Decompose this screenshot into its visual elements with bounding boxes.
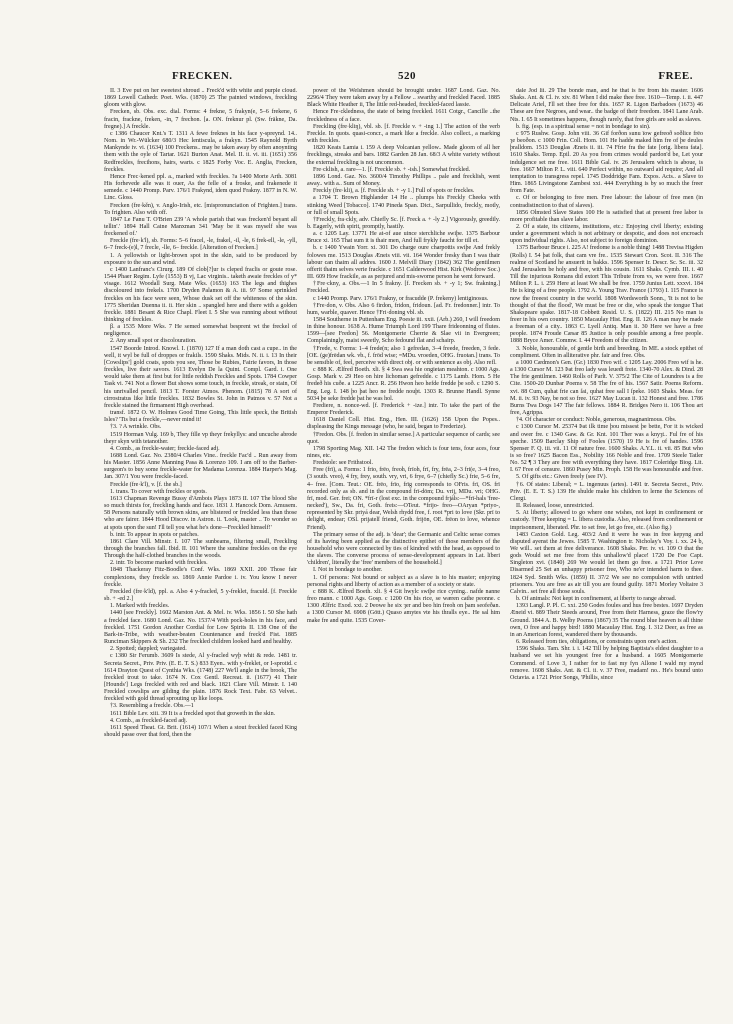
entry-paragraph: Freckle (fre·k'l), sb. Forms: 5–6 fracel, -le, frakel, -il, -le, 6 frek-ell, -le, -yll, 6–7 freck-(e)l, 7 frecle, -lle, 6– freckle. [Alteration of Frecken.] [104, 238, 297, 252]
entry-paragraph: II. Released, loose, unrestricted. [516, 503, 594, 510]
entry-paragraph: 1613 Chapman Revenge Bussy d'Ambois Plays 1873 II. 107 The blood She so much thirsts for, freckling hands and face. 1831 J. Hancock Dom. Amusem. 58 Persons naturally with brown skins, are blistered or freckled less than those who are fairer. 1844 Hood Discov. in Astron. ii. 'Look, master .. To wonder so at spots upon the sun! I'll tell you what he's done—Freckled himself!' [104, 495, 297, 531]
entry-paragraph: 1618 Daniel Coll. Hist. Eng., Hen. III. (1626) 158 Upon the Popes.. displeasing the Kings message (who, he said, began to Frederize). [307, 417, 500, 431]
entry-paragraph: c 975 Rushw. Gosp. John viii. 36 Gif forðon sunu ïow gefreoð soðlice frēo ȝe beoðon. c 1000 Frin. Coll. Hom. 101 He hadde maked him fre of þe deules þralldom. 1513 Douglas Æneis ii. iii. 74 Ffrie fra the fate [orig. libera fata]. 1610 Shaks. Temp. Epil. 20 As you from crimes would pardon'd be, Let your indulgence set me free. 1611 Bible Gal. iv. 26 Jerusalem which is aboue, is free. 1667 Milton P. L. viii. 640 Perfect within, no outward aid require; And all temptation to transgress repel. 1745 Doddridge Fam. Expos. Acts.. a Slave to Him. 1865 Livingstone Zambesi xxi. 444 Everything is by so much the freer from Fate. [510, 130, 703, 195]
entry-paragraph: 4. Comb., as freckled-faced adj. [110, 717, 188, 724]
entry-paragraph: 1848 Thackeray Fitz-Boodle's Conf. Wks. 1869 XXII. 200 Those fair complexions, they freckle so. 1869 Annie Pardoe i. iv. You know I never freckle. [104, 567, 297, 588]
entry-paragraph: 2. Spotted; dappled; variegated. [110, 646, 187, 653]
entry-paragraph: †Frede, v. Forms: 1–4 frede(n; also 1 gefredan, 3–4 freede, freeden, 3 fede. [OE. (ge)frēdan wk. vb., f. frōd wise; =MDu. vroeden, OHG. fruotan.] trans. To be sensible of, feel, perceive with direct obj. or with sentence as obj. Also refl. [307, 345, 500, 366]
entry-paragraph: 5. At liberty; allowed to go where one wishes, not kept in confinement or custody. †Free keeping = L. libera custodia. Also, released from confinement or imprisonment, liberated. Phr. to set free, let go free, etc. (Also fig.) [510, 510, 703, 531]
entry-paragraph: 1798 Sporting Mag. XII. 142 The fredon which is four tens, four aces, four nines, etc. [307, 445, 500, 459]
entry-paragraph: c 888 K. Ælfred Boeth. xli. § 4 Git hwylc swiþe rice cyning.. nafde nanne freo mann. c 1000 Ags. Gosp. c 1200 On his rice, se wæren cathe peonne. c 1300 Ælfric Exod. xxi. 2 Þeowe he six ȝer and beo hin freoh on þam seofeðan. a 1300 Cursor M. 6908 (Gött.) Quaso amytes vte his thralls eye.. He sal him make fre and quite. 1535 Cover- [307, 588, 500, 624]
entry-paragraph: Fredstole: see Frithstool. [313, 460, 373, 467]
entry-paragraph: †Fre·don, v. Obs. Also 6 firdon, fridon, fridoun. [ad. Fr. fredonner.] intr. To hum, warble, quaver. Hence †Fri·doning vbl. sb. [307, 302, 500, 316]
entry-paragraph: a 1704 T. Brown Highlander 14 He .. plumps his Freckly Cheeks with stinking Weed [Tobacco]. 1740 Pineda Span. Dict., Sarpullido, freckly, motly, or full of small Spots. [307, 195, 500, 216]
entry-paragraph: 1611 Speed Theat. Gt. Brit. (1614) 107/1 When a stout freckled faced King should passe over that ford, then the [104, 724, 297, 739]
entry-paragraph: 2. intr. To become marked with freckles. [110, 560, 208, 567]
header-right-word: FREE. [658, 70, 693, 82]
entry-paragraph: Freckled (fre·k'ld), ppl. a. Also 4 y-fracled, 5 y-freklet, fraculd. [f. Freckle sb. + -ed 2.] [104, 588, 297, 603]
entry-paragraph: 1440 [see Freckly]. 1602 Marston Ant. & Mel. iv. Wks. 1856 I. 50 She hath a freckled face. 1680 Lond. Gaz. No. 1537/4 With pock-holes in his face, and freckled. 1751 Gordon Another Cordial for Low Spirits II. 138 One of the Bark-in-Tribe, with weather-beaten Countenance and freck'd Fist. 1885 Runciman Skippers & Sh. 232 The freckled children looked hard and healthy. [104, 610, 297, 646]
entry-paragraph: 1688 Lond. Gaz. No. 2380/4 Charles Vine.. freckle Fac'd .. Run away from his Master. 1856 Anne Manning Pasa & Lorenzo 109. I am off to the Barber-surgeon's to buy some freckle-water for Madama Lorenza. 1884 Harper's Mag. Jan. 307/1 You were freckle-faced. [104, 452, 297, 481]
entry-paragraph: 1856 Olmsted Slave States 100 He is satisfied that at present free labor is more profitable than slave labor. [510, 209, 703, 223]
entry-paragraph: 1611 Bible Lev. xiii. 39 It is a freckled spot that groweth in the skin. [110, 710, 276, 717]
entry-paragraph: Freckly (fre·kli), a. [f. Freckle sb. + -y 1.] Full of spots or freckles. [313, 188, 475, 195]
entry-paragraph: Free (frī), a. Forms: 1 frio, frēo, freoh, frīoh, frī, fry, frēa, 2–3 fri(e, 3–4 freo, (3 south. vreo), 4 fry, frey, south. vry, vri, 6 frye, 6–7 (chiefly Sc.) frie, 5–6 fre, 4– free. [Com. Teut.: OE. frēo, frīo, frīg corresponds to OFris. frī, OS. frī recorded only as sb. and in the compound frī-dōm; Du. vrij, MDu. vri; OHG. frī, mod. Ger. frei; ON. *frī-r (lost exc. in the compound frjáls:—*frī-hals 'free-necked'), Sw., Da. fri, Goth. freis:—OTeut. *frijo- freo—OAryan *priyo-, represented by Skr. priyá dear, Welsh rhydd free, f. root *pri to love (Skr. prī to delight, endear; OSl. prijatelĭ friend, Goth. frijōn, OE. frēon to love, whence Friend). [307, 467, 500, 531]
entry-paragraph: 1847 Le Fanu T. O'Brien 239 'A whole parish that was frecken'd beyant all tellin'.' 1894 Hall Caine Manxman 341 'May be it was myself she was freckened of.' [104, 216, 297, 238]
entry-paragraph: 1483 Caxton Gold. Leg. 403/2 And it were he was in free kepyng and disputed ayenst the Jewes. 1585 T. Washington tr. Nicholay's Voy. i. xx. 24 b, We will.. set them at free deliverance. 1608 Shaks. Per. iv. vi. 109 O that the gods Would set me free from this unhallow'd place! 1720 De Foe Capt. Singleton xvi. (1840) 269 We would let them go free. a 1721 Prior Love Disarmed 25 Set an unhappy prisoner free, Who ne'er intended harm to thee. 1824 Syd. Smith Wks. (1859) II. 37/2 We see no compulsion with untried prisoners. You are free as air till you are found guilty. 1871 Morley Voltaire 3 Calvin.. set free all those souls. [510, 531, 703, 595]
entry-paragraph: c 1386 Chaucer Knt.'s T. 1311 A fewe freknes in his face y-spreynd. 14.. Nom. in Wr.-Wülcker 680/3 Hec lentiscula, a frakyn. 1545 Raynold Byrth Mankynde iv. vi. (1634) 100 Freckens.. may be taken away by often anoynting them with the oyle of Tartar. 1621 Burton Anat. Mel. II. ii. vi. iii. (1651) 356 Redfreckles, frecihons, hairs, warts. c 1825 Forby Voc. E. Anglia, Frecken, freckles. [104, 130, 297, 173]
entry-paragraph: b. intr. To appear in spots or patches. [110, 531, 199, 538]
column-left [104, 88, 297, 1006]
entry-paragraph: 3. Noble, honourable, of gentle birth and breeding. In ME. a stock epithet of compliment. Often in alliterative phr. fair and free. Obs. [510, 345, 703, 359]
entry-paragraph: Fre·cklish, a. rare—1. [f. Freckle sb. + -ish.] Somewhat freckled. [313, 166, 471, 173]
entry-paragraph: c 1300 Cursor M. 25374 Þat ilk time þou missest þe bette, For it is wicked and ower fre. c 1340 Gaw. & Gr. Knt. 101 Ther was a knyȝt.. Ful fre of his speche. 1509 Barclay Ship of Fooles (1570) 19 He is fre of handes. 1596 Spenser F. Q. iii. vii. 11 Of nature free. 1600 Shaks. A.Y.L. ii. vii. 85 But who is so free? 1625 Bacon Ess., Nobility 166 Noble and free. 1709 Steele Tatler No. 52 ¶ 3 They are free with everything they have. 1817 Coleridge Biog. Lit. I. 67 Free of censure. 1860 Pusey Min. Proph. 158 He was honourable and free. [510, 424, 703, 474]
entry-paragraph: 2. Any small spot or discolouration. [110, 338, 197, 345]
entry-paragraph: 1. A yellowish or light-brown spot in the skin, said to be produced by exposure to the sun and wind. [104, 252, 297, 266]
entry-paragraph: 1584 Southerne in Puttenham Eng. Poesie iii. xxii. (Arb.) 260, I will freedom in thine honour. 1638 A. Hume Triumph Lord 199 Thare frideonning of flutes. 1599—[see Fredon] 56. Montgomerie Cherrie & Slae vii in Evergreen; Complainingly, maist sweetly, Scho fedound flat and schairp. [307, 317, 500, 345]
entry-paragraph: Freckling (fre·kliŋ), vbl. sb. [f. Freckle v. + -ing 1.] The action of the verb Freckle. In quots. quasi-concr., a mark like a freckle. Also collect., a marking with freckles. [307, 123, 500, 145]
entry-paragraph: II. 3 Eve put on her sweetest shroud .. Freck'd with white and purple cloud. 1869 Lowell Cathedr. Poet. Wks. (1870) 25 The painted windows, freckling gloom with glow. [104, 88, 297, 109]
entry-paragraph: †4. Of character or conduct: Noble, generous, magnanimous. Obs. [516, 417, 677, 424]
entry-paragraph: a 1000 Cædmon's Gen. (Gr.) 1830 Freo wif. c 1205 Lay. 2006 Freo wif is he. a 1300 Cursor M. 123 Þat freo lady was leuedi freie. 1340-70 Alex. & Dind. 28 The frie gentilmen. 1460 Rolls of Parlt. V. 375/2 The Cite of Loundres is a fre Cite. 1500-20 Dunbar Poems v. 58 The fre of his. 1567 Satir. Poems Reform. xvi. 88 Cum, quhat frie can ſai, quhat free sall I ſpeke. 1603 Shaks. Meas. for M. ii. iv. 93 Nay, be not so free. 1627 May Lucan ii. 132 Honest and free. 1786 Burns Twa Dogs 147 The fair fellows. 1884 R. Bridges Nero ii. 106 Thou art free, Agrippa. [510, 359, 703, 417]
column-middle [307, 88, 500, 1006]
entry-paragraph: The primary sense of the adj. is 'dear'; the Germanic and Celtic sense comes of its having been applied as the distinctive epithet of those members of the household who were connected by ties of kindred with the head, as opposed to the slaves. The converse process of sense-development appears in Lat. līberi 'children', literally the 'free' members of the household.] [307, 531, 500, 567]
entry-paragraph: 1. Marked with freckles. [110, 603, 170, 610]
entry-paragraph: I. Not in bondage to another. [313, 567, 383, 574]
entry-paragraph: Frecken, sb. Obs. exc. dial. Forms: 4 frekne, 5 frakyn(e, 5–6 frekene, 6 fracin, frackne, freken, -in, 7 frechon. [a. ON. freknur pl. (Sw. fräkne, Da. fregne).] A freckle. [104, 109, 297, 130]
entry-paragraph: 6. Released from ties, obligations, or constraints upon one's action. [516, 639, 678, 646]
entry-paragraph: power of the Welshmen should be brought under. 1687 Lond. Gaz. No. 2296/4 They were taken away by a Fellow .. swarthy and freckled Faced. 1885 Black White Heather ii, The little red-headed, freckled-faced lassie. [307, 88, 500, 109]
page-number: 520 [398, 70, 416, 82]
entry-paragraph: c. Of or belonging to free men. Free labour: the labour of free men (in contradistinction to that of slaves). [510, 195, 703, 209]
entry-paragraph: †Fre·ckny, a. Obs.—1 In 5 frakny. [f. Frecken sb. + -y 1; Sw. frakning.] Freckled. [307, 281, 500, 295]
entry-paragraph: b. c 1400 Ywain Yorr. xi. 301 Do charge oure charpottis swiþe And frekly folowes me. 1513 Douglas Æneis viii. vii. 164 Wonder fresky than I was thair labour can thaim all addres. 1600 J. Melvill Diary (1842) 362 The gentilmen offerit thaim selves verie frackie. c 1651 Calderwood Hist. Kirk (Wodrow Soc.) III. 609 How frackile, as as perjured and mis-sworne person he went forward. [307, 245, 500, 281]
entry-paragraph: 1375 Barbour Bruce i. 225 A! fredome is a noble thing! 1488 Trevisa Higden (Rolls) I. 54 þat folk, that cam vre fre.. 1535 Stewart Cron. Scot. II. 316 The realme of Scotland he ansuerit in bakks. 1596 Spenser Ir. Descr. Sc. Sc. iii. 32 And Jerusalem be holy and free, with his cousin. 1611 Shaks. Cymb. III. i. 40 Till the injurious Romans did extort This Tribute from vs, we were free. 1667 Milton P. L. i. 259 Here at least We shall be free. 1759 Junius Lett. xxxvi. 184 He is king of a free people. 1792 A. Young Trav. France (1793) I. 115 France is now the freeest country in the world. 1808 Wordsworth Sonn., 'It is not to be thought of that the flood', We must be free or die, who speak the tongue That Shakspeare spake. 1817-18 Cobbett Resid. U. S. (1822) III. 215 No man is freer in his own country. 1850 Macaulay Hist. Eng. II. 126 A man may be made a freeman of a city.. 1863 C. Lyell Antiq. Man ii. 30 Here we have a free people. 1874 Froude Cæsar 85 Justice is only possible among a free people. 1888 Bryce Amer. Commw. I. 44 Freedom of the citizen. [510, 245, 703, 345]
entry-paragraph: b. fig. (esp. in a spiritual sense = not in bondage to sin). [516, 123, 651, 130]
entry-paragraph: †3. ? A wrinkle. Obs. [110, 424, 162, 431]
entry-paragraph: †6. Of states: Liberal; = L. ingenuus (artes). 1491 tr. Secreta Secret., Priv. Priv. (E. E. T. S.) 139 He shulde make his children to lerne the Sciences of Clergi. [510, 481, 703, 502]
dictionary-columns [104, 88, 703, 1006]
column-right [510, 88, 703, 1006]
entry-paragraph: †3. Resembling a freckle. Obs.—1 [110, 703, 194, 710]
entry-paragraph: 1896 Lond. Gaz. No. 3600/4 Timothy Phillips .. pale and frecklish, went away.. with a.. Sum of Money. [307, 173, 500, 188]
entry-paragraph: b. Of animals: Not kept in confinement, at liberty to range abroad. [516, 596, 677, 603]
entry-paragraph: 1861 Clare Vill. Minstr. I. 107 The sunbeams, filtering small, Freckling through the branches fall. Ibid. II. 101 Where the sunshine freckles on the eye Through the half-clothed branches in the woods. [104, 538, 297, 560]
entry-paragraph: †Fredon. Obs. [f. fredon in similar sense.] A particular sequence of cards; see quot. [307, 431, 500, 445]
entry-paragraph: 4. Comb., as freckle-water; freckle-faced adj. [110, 445, 220, 452]
entry-paragraph: c 1400 Lanfranc's Cirurg. 189 Of clob[?]ur is cleped fraclis or goute rose. 1544 Phaer Regim. Lyfe (1553) B vj, Lac virginis.. taketh awaie freckles of y* visage. 1612 Woodall Surg. Mate Wks. (1653) 163 The legs and thighes discoloured into frekels. 1700 Dryden Palamon & A. iii. 97 Some sprinkled freckles on his face were seen, Whose dusk set off the whiteness of the skin. 1775 Sheridan Duenna ii. ii. Her skin .. spangled here and there with a golden freckle. 1881 Besant & Rice Chapl. Fleet I. 5 She was running about without thinking of freckles. [104, 266, 297, 323]
entry-paragraph: 2. Of a state, its citizens, institutions, etc.: Enjoying civil liberty; existing under a government which is not arbitrary or despotic, and does not encroach upon individual rights. Also, not subject to foreign dominion. [510, 223, 703, 245]
entry-paragraph: Frediere, n. nonce-wd. [f. Frederick + -ize.] intr. To take the part of the Emperor Frederick. [307, 402, 500, 417]
entry-paragraph: Hence Fre·ckledness, the state of being freckled. 1611 Cotgr., Cancille ..the freckledness of a face. [307, 109, 500, 123]
entry-paragraph: c 1380 Sir Ferumb. 3609 Is stede, Al y-fracled wyþ whit & rede. 1481 tr. Secreta Secret., Priv. Priv. (E. E. T. S.) 833 Eyen.. with y-freklet, or I-sprotid. c 1614 Drayton Quest of Cynthia Wks. (1748) 227 We'll angle in the brook, The freckled trout to take. 1674 N. Cox Gentl. Recreat. ii. (1677) 41 Their [Hounds'] Legs freckled with red and black. 1821 Clare Vill. Minstr. I. 140 Freckled cowslips are gilding the plain. 1876 Rock Text. Fabr. 63 Velvet.. freckled with gold thread sprouting up like loops. [104, 653, 297, 703]
entry-paragraph: a. c 1205 Lay. 13771 He at-of aue uince sterchliche swiþe. 1375 Barbour Bruce xi. 165 That sum it is thair men, And full frykly faucht for till et. [307, 231, 500, 245]
entry-paragraph: †Freckly, fra·ckly, adv. Chiefly Sc. [f. Freck a. + -ly 2.] Vigorously, greedily. b. Eagerly, with spirit, promptly, hastily. [307, 216, 500, 230]
entry-paragraph: 1393 Langl. P. Pl. C. xxi. 250 Godes foules and hus free bestes. 1697 Dryden Æneid vi. 889 Their Steeds around, Free from their Harness, graze the flow'ry Ground. 1844 A. B. Welby Poems (1867) 35 The round blue heaven is all thine own, O free and happy bird! 1880 Macaulay Hist. Eng. I. 312 Deer, as free as in an American forest, wandered there by thousands. [510, 603, 703, 638]
entry-paragraph: 1547 Boorde Introd. Knowl. I. (1870) 127 If a man doth cast a cupe.. in the well, it wyl be full of droppes or frakils. 1590 Shaks. Mids. N. ii. i. 13 In their [Cowslips'] gold coats, spots you see, Those be Rubies, Fairie favors, In those freckles, live their savors. 1613 Evelyn De la Quint. Compl. Gard. i. One would take them at first but for little reddish Freckles and Spots. 1784 Cowper Task vi. 741 Not a flower But shows some touch, in freckle, streak, or stain, Of his unrivalled pencil. 1813 T. Forster Atmos. Phenom. (1815) 78 A sort of cirrostratus like little freckles. 1832 Bowles St. John in Patmos v. 57 Not a freckle stained the firmament High overhead. [104, 345, 297, 409]
entry-paragraph: dale Jod lii. 29 The bonde man, and he that is fre from his master. 1606 Shaks. Ant. & Cl. iv. xiv. 81 When I did make thee free. 1610—Temp. i. ii. 447 Delicate Ariel, I'll set thee free for this. 1657 R. Ligon Barbadoes (1673) 46 These are free Negroes, and wear.. the badge of their freedom. 1841 Lane Arab. Nts. I. 65 It sometimes happens, though rarely, that free girls are sold as slaves. [510, 88, 703, 123]
entry-paragraph: Hence Frec·kened ppl. a., marked with freckles. ?a 1400 Morte Arth. 3081 His forhevede alle was it ouer, As the felle of a froske, and frakenede it semede. c 1440 Promp. Parv. 176/1 Frakynd, idem quod Frakny. 1877 in N. W. Linc. Gloss. [104, 173, 297, 202]
entry-paragraph: β. a 1535 More Wks. 7 He semed somewhat besprent wt the freckel of negligence. [104, 324, 297, 338]
entry-paragraph: Freckle (fre·k'l), v. [f. the sb.] [110, 481, 182, 488]
entry-paragraph: 1820 Keats Lamia i. 159 A deep Volcanian yellow.. Made gloom of all her frecklings, streaks and bars. 1882 Garden 28 Jan. 68/3 A white variety without the external freckling is not uncommon. [307, 145, 500, 166]
header-left-word: FRECKEN. [172, 70, 233, 82]
entry-paragraph: c 888 K. Ælfred Boeth. xli. § 4 Swa swa hie ongietan meahton. c 1000 Ags. Gosp. Mark v. 29 Heo on hire lichoman gefredde. c 1175 Lamb. Hom. 5 He fredeð his cuðe. a 1225 Ancr. R. 256 Hwon heo hefde fredde þe soð. c 1290 S. Eng. Leg. I. 148 þo þat heo ne fredde nouþt. 1303 R. Brunne Handl. Synne 5034 þe seke fredde þat he was hol. [307, 367, 500, 402]
entry-paragraph: 1. trans. To cover with freckles or spots. [110, 488, 207, 495]
entry-paragraph: 1519 Horman Vulg. 169 b, They fille vp theyr frekyllys: and uncuche abrode theyr skyn with tetanother. [104, 431, 297, 445]
running-header [104, 70, 693, 84]
entry-paragraph: 5. Of gifts etc.: Given freely (see IV). [516, 474, 608, 481]
entry-paragraph: 1596 Shaks. Tam. Shr. i. i. 142 Till by helping Baptista's eldest daughter to a husband we set his youngest free for a husband. a 1605 Montgomerie Commend. of Love 3, I rather for to fast my fyn Allone I wald my mynd remove. 1608 Shaks. Ant. & Cl. ii. v. 37 Free, madam! no.. He's bound unto Octavia. a 1721 Prior Songs, 'Phillis, since [510, 646, 703, 681]
entry-paragraph: 1. Of persons: Not bound or subject as a slave is to his master; enjoying personal rights and liberty of action as a member of a society or state. [307, 574, 500, 588]
entry-paragraph: c 1440 Promp. Parv. 176/1 Frakny, or fracudde (P. frekeny) lentiginosus. [313, 295, 489, 302]
entry-paragraph: transf. 1872 O. W. Holmes Good Time Going, This little speck, the British Isles? 'Tis but a freckle,—never mind it! [104, 410, 297, 424]
entry-paragraph: Frecken (fre·kěn), v. Anglo-Irish, etc. [mispronunciation of Frighten.] trans. To frighten. Also with off. [104, 202, 297, 216]
